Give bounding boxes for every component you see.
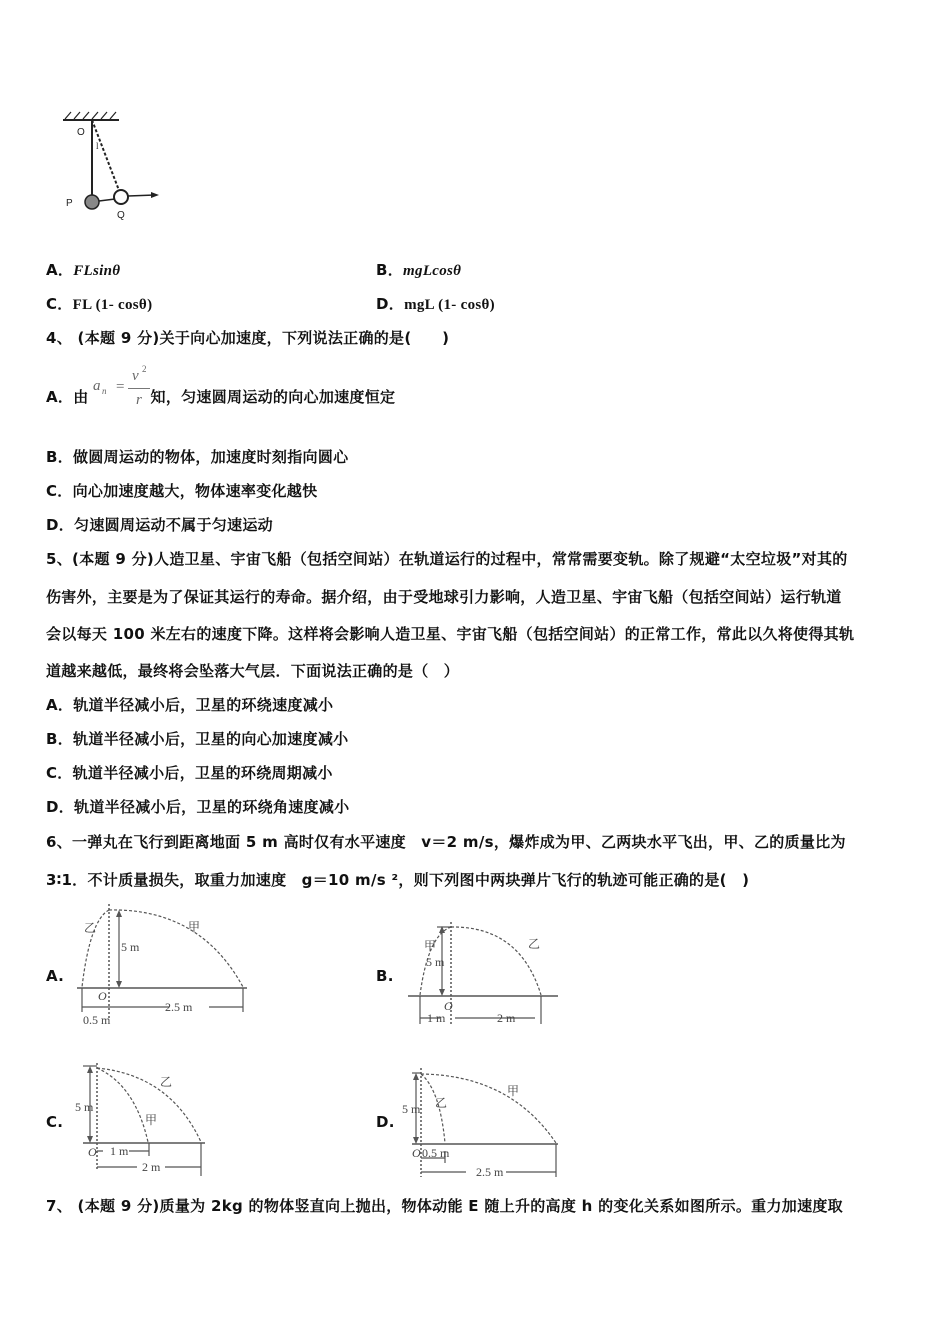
height-label: 5 m [402, 1102, 421, 1116]
origin-label: O [412, 1146, 421, 1160]
fragment-yi-label: 乙 [160, 1075, 173, 1089]
q4-stem: 4、 (本题 9 分)关于向心加速度，下列说法正确的是( ) [46, 329, 450, 347]
fragment-yi-label: 乙 [435, 1096, 448, 1110]
option-a-prefix: A．由 [46, 388, 89, 406]
near-distance-label: 0.5 m [422, 1146, 450, 1160]
fragment-jia-label: 甲 [507, 1084, 520, 1098]
label-q: Q [117, 210, 125, 221]
formula-num: v [132, 368, 139, 384]
q3-option-b [376, 260, 461, 281]
q4-option-b: B．做圆周运动的物体，加速度时刻指向圆心 [46, 448, 349, 466]
origin-label: O [98, 989, 107, 1003]
option-text: FL (1- cosθ) [72, 297, 153, 313]
fraction-bar [128, 388, 150, 389]
formula-a: a [93, 378, 101, 394]
fragment-yi-label: 乙 [528, 937, 541, 951]
fragment-jia-label: 甲 [188, 920, 201, 934]
height-label: 5 m [75, 1100, 94, 1114]
label-o: O [77, 127, 85, 138]
option-text: mgL (1- cosθ) [404, 297, 495, 313]
q6-figure-a-letter: A. [46, 967, 65, 985]
q5-stem-line: 会以每天 100 米左右的速度下降。这样将会影响人造卫星、宇宙飞船（包括空间站）的正常工作，常此以久将使得其轨 [46, 625, 855, 643]
q5-stem-line: 5、(本题 9 分)人造卫星、宇宙飞船（包括空间站）在轨道运行的过程中，常常需要变轨。除了规避“太空垃圾”对其的 [46, 550, 848, 568]
q5-option-b: B．轨道半径减小后，卫星的向心加速度减小 [46, 730, 349, 748]
q6-stem-line: 3∶1．不计质量损失，取重力加速度 g＝10 m/s ²，则下列图中两块弹片飞行的轨迹可能正确的是( ) [46, 871, 750, 889]
right-distance-label: 2.5 m [165, 1000, 193, 1014]
formula-den: r [136, 392, 142, 408]
label-l: l [96, 141, 99, 151]
origin-label: O [444, 999, 453, 1013]
formula-sup: 2 [142, 364, 147, 374]
far-distance-label: 2.5 m [476, 1165, 504, 1179]
height-label: 5 m [426, 955, 445, 969]
option-letter: C． [46, 295, 73, 313]
option-text: mgLcosθ [403, 263, 462, 279]
q7-stem: 7、 (本题 9 分)质量为 2kg 的物体竖直向上抛出，物体动能 E 随上升的高度 h 的变化关系如图所示。重力加速度取 [46, 1197, 843, 1215]
trajectory-figure-d [400, 1065, 570, 1185]
q5-stem-line: 伤害外，主要是为了保证其运行的寿命。据介绍，由于受地球引力影响，人造卫星、宇宙飞船（包括空间站）运行轨道 [46, 588, 842, 606]
q6-figure-d-letter: D. [376, 1113, 395, 1131]
formula-sub: n [102, 386, 107, 396]
q5-option-c: C．轨道半径减小后，卫星的环绕周期减小 [46, 764, 333, 782]
option-a-suffix: 知，匀速圆周运动的向心加速度恒定 [150, 388, 396, 406]
far-distance-label: 2 m [142, 1160, 161, 1174]
fragment-jia-label: 甲 [145, 1113, 158, 1127]
q3-option-d [376, 294, 495, 315]
trajectory-figure-c [75, 1060, 225, 1180]
height-label: 5 m [121, 940, 140, 954]
left-distance-label: 1 m [427, 1011, 446, 1025]
q4-option-d: D．匀速圆周运动不属于匀速运动 [46, 516, 273, 534]
option-letter: B． [376, 261, 404, 279]
q6-figure-c-letter: C. [46, 1113, 64, 1131]
q5-option-a: A．轨道半径减小后，卫星的环绕速度减小 [46, 696, 334, 714]
q5-stem-line: 道越来越低，最终将会坠落大气层．下面说法正确的是（ ） [46, 662, 460, 680]
left-distance-label: 0.5 m [83, 1013, 111, 1027]
q3-option-a [46, 260, 120, 281]
option-letter: A． [46, 261, 74, 279]
option-text: FLsinθ [73, 263, 121, 279]
fragment-yi-label: 乙 [84, 921, 97, 935]
q5-option-d: D．轨道半径减小后，卫星的环绕角速度减小 [46, 798, 350, 816]
q6-stem-line: 6、一弹丸在飞行到距离地面 5 m 高时仅有水平速度 v＝2 m/s，爆炸成为甲、乙两块水平飞出，甲、乙的质量比为 [46, 833, 846, 851]
q3-option-c [46, 294, 152, 315]
q6-figure-b-letter: B. [376, 967, 394, 985]
fragment-jia-label: 甲 [424, 939, 437, 953]
label-p: P [66, 198, 73, 209]
q4-option-c: C．向心加速度越大，物体速率变化越快 [46, 482, 318, 500]
trajectory-figure-b [400, 920, 570, 1030]
option-letter: D． [376, 295, 405, 313]
right-distance-label: 2 m [497, 1011, 516, 1025]
trajectory-figure-a [70, 900, 260, 1030]
near-distance-label: 1 m [110, 1144, 129, 1158]
formula-eq: = [116, 379, 125, 395]
origin-label: O [88, 1145, 97, 1159]
pendulum-figure [55, 105, 175, 225]
